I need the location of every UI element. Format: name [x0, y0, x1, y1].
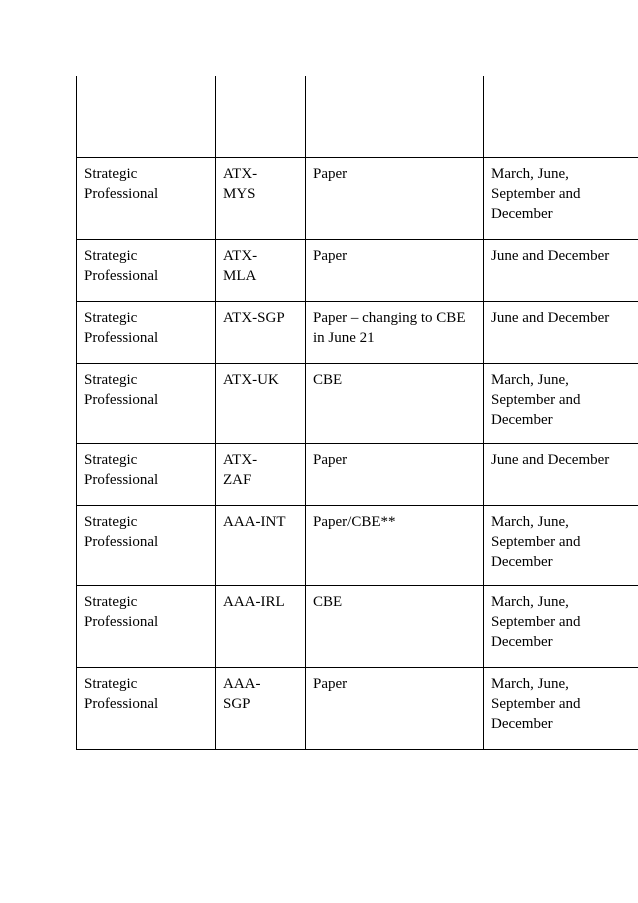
code-cell: AAA-IRL — [216, 586, 306, 668]
table-cell — [306, 76, 484, 158]
mode-cell: CBE — [306, 586, 484, 668]
table-cell — [77, 76, 216, 158]
sessions-cell: June and December — [484, 444, 638, 506]
code-cell: ATX- MLA — [216, 240, 306, 302]
code-cell: AAA- SGP — [216, 668, 306, 750]
level-cell: Strategic Professional — [77, 668, 216, 750]
sessions-cell: March, June, September and December — [484, 586, 638, 668]
level-cell: Strategic Professional — [77, 364, 216, 444]
code-cell: ATX-SGP — [216, 302, 306, 364]
code-cell: ATX-UK — [216, 364, 306, 444]
table-row — [77, 364, 638, 444]
table-row-cropped — [77, 76, 638, 158]
exam-table — [76, 76, 638, 750]
sessions-cell: March, June, September and December — [484, 668, 638, 750]
mode-cell: Paper — [306, 668, 484, 750]
table-row — [77, 444, 638, 506]
table-row — [77, 240, 638, 302]
code-cell: AAA-INT — [216, 506, 306, 586]
mode-cell: Paper — [306, 240, 484, 302]
mode-cell: Paper/CBE** — [306, 506, 484, 586]
table-row — [77, 158, 638, 240]
sessions-cell: March, June, September and December — [484, 364, 638, 444]
level-cell: Strategic Professional — [77, 158, 216, 240]
level-cell: Strategic Professional — [77, 240, 216, 302]
table-cell — [484, 76, 638, 158]
table-cell — [216, 76, 306, 158]
code-cell: ATX- ZAF — [216, 444, 306, 506]
level-cell: Strategic Professional — [77, 444, 216, 506]
table-row — [77, 302, 638, 364]
level-cell: Strategic Professional — [77, 302, 216, 364]
mode-cell: Paper — [306, 158, 484, 240]
mode-cell: CBE — [306, 364, 484, 444]
mode-cell: Paper — [306, 444, 484, 506]
table-row — [77, 506, 638, 586]
level-cell: Strategic Professional — [77, 506, 216, 586]
code-cell: ATX- MYS — [216, 158, 306, 240]
sessions-cell: June and December — [484, 302, 638, 364]
mode-cell: Paper – changing to CBE in June 21 — [306, 302, 484, 364]
sessions-cell: March, June, September and December — [484, 506, 638, 586]
level-cell: Strategic Professional — [77, 586, 216, 668]
sessions-cell: March, June, September and December — [484, 158, 638, 240]
table-row — [77, 586, 638, 668]
table-row — [77, 668, 638, 750]
sessions-cell: June and December — [484, 240, 638, 302]
